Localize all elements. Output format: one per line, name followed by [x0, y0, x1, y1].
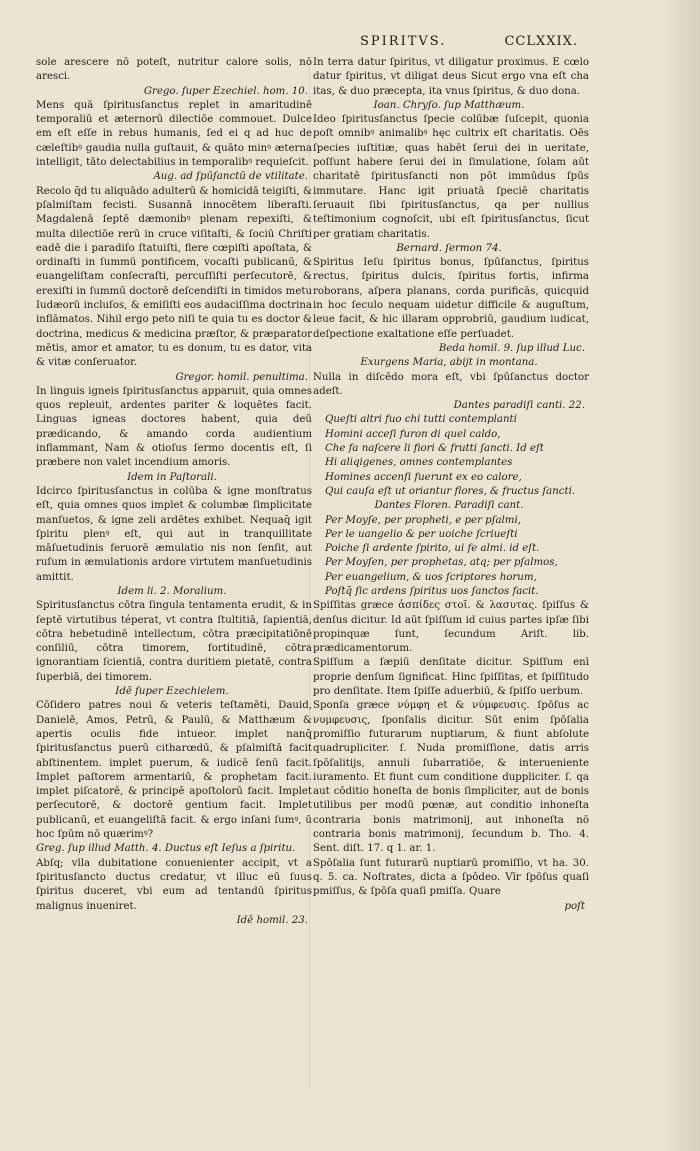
- paragraph: Idcirco ſpiritusſanctus in colūba & igne monſtratus eſt, quia omnes quos implet & columbæ ſimplicitate manſuetos, & igne zeli ardētes exhibet. Nequaq̄ igit ſpiritu plenꝰ eſt, qui aut in tranquillitate māſuetudinis feruorē æmulatio nis non ſenſit, aut ruſum in æmulationis ardore virtutem manſuetudinis amittit.: [36, 485, 312, 583]
- paragraph: Spōſalia ſunt futurarū nuptiarū promiſſio, vt ha. 30. q. 5. ca. Noſtrates, dicta a ſpōdeo. Vīr ſpōſus quaſi pmiſſus, & ſpōſa quaſi pmiſſa. Quare: [313, 857, 589, 898]
- folio-number: CCLXXIX.: [504, 34, 578, 49]
- paragraph: Sponſa græce νύμφη et & νύμφευσις. ſpōſus ac νυμφευσις, ſponſalis dicitur. Sūt enim ſpōſalia promiſſio futurarum nuptiarum, & fiunt abſolute quadrupliciter. ſ. Nuda promiſſione, datis arris ſpōſalitijs, annuli ſubarratiōe, & interueniente iuramento. Et fiunt cum conditione duppliciter. ſ. qa aut cōditio honeſta de bonis ſimpliciter, aut de bonis utilibus per modū pœnæ, aut conditio inhoneſta contraria bonis matrimonij, aut inhoneſta nō contraria bonis matrimonij, ſecundum b. Tho. 4. Sent. diſt. 17. q 1. ar. 1.: [313, 700, 589, 855]
- verse-line: Per euangelium, & uos ſcriptores horum,: [325, 571, 537, 583]
- source-citation: Dantes paradiſi canti. 22.: [453, 400, 585, 412]
- paragraph: Ideo ſpiritusſanctus ſpecie colūbæ ſuſcepit, quonia poſt omnibꝰ animalibꝰ hęc cultrix eſt charitatis. Oēs ſpecies iuſtitiæ, quas habēt ſerui dei in ueritate, poſſunt habere ſerui dei in ſimulatione, ſolam aūt charitatē ſpiritusſancti non pōt immūdus ſpūs immutare. Hanc igit priuatā ſpeciē charitatis ſeruauit ſibi ſpiritusſanctus, qa per nullius teſtimonium cognoſcit, ubi eſt ſpiritusſanctus, ſicut per gratiam charitatis.: [313, 114, 589, 240]
- source-citation: Idē ſuper Ezechielem.: [115, 686, 229, 698]
- paragraph: Nulla in diſcēdo mora eſt, vbi ſpūſanctus doctor adeſt.: [313, 371, 589, 397]
- catchword: poſt: [564, 900, 585, 912]
- page-header: [0, 30, 700, 54]
- verse-line: Queſti altri fuo chi tutti contemplanti: [325, 414, 517, 426]
- verse-line: Homini acceſi furon di quel caldo,: [325, 428, 501, 440]
- paragraph: Spiſſum a ſæpiū denſitate dicitur. Spiſſum enī proprie denſum ſignificat. Hinc ſpiſſitas, et ſpiſſitudo pro denſitate. Item ſpiſſe aduerbiū, & ſpiſſo uerbum.: [313, 657, 589, 698]
- left-column: [36, 56, 312, 928]
- paragraph: Abſq; vlla dubitatione conuenienter accipit, vt a ſpiritusſancto ductus credatur, vt illuc eū ſuus ſpiritus duceret, vbi eum ad tentandū ſpiritus malignus inueniret.: [36, 857, 312, 912]
- source-citation: Ioan. Chryſo. ſup Matthæum.: [373, 99, 525, 111]
- paragraph: In terra datur ſpiritus, vt diligatur proximus. E cœlo datur ſpiritus, vt diligat deus Sicut ergo vna eſt cha itas, & duo præcepta, ita vnus ſpiritus, & duo dona.: [313, 57, 589, 97]
- verse-line: Homines accenſi fuerunt ex eo calore,: [325, 471, 522, 483]
- paragraph: Mens quā ſpiritusſanctus replet in amaritudinē temporaliū et æternorū dilectiōe commouet. Dulce em eſt eſſe in rebus humanis, ſed ei q ad huc de cæleſtibꝰ gaudia nulla guſtauit, & quāto minꝰ æterna intelligit, tāto delectabilius in temporalibꝰ requieſcit.: [36, 99, 312, 169]
- paragraph: In linguis igneis ſpiritusſanctus apparuit, quia omnes quos repleuit, ardentes pariter & loquētes facit. Linguas igneas doctores habent, quia deū prædicando, & amando corda audientium inflammant, Nam & otioſus ſermo docentis eſt, ſi præbere non valet incendium amoris.: [36, 385, 312, 469]
- source-citation: Dantes Floren. Paradiſi cant.: [374, 500, 524, 512]
- source-citation: Bernard. ſermon 74.: [396, 242, 502, 254]
- source-citation: Gregor. homil. penultima.: [175, 371, 308, 383]
- verse-line: Poiche ſi ardente ſpirito, ui fe almi. id eſt.: [325, 543, 540, 555]
- source-citation: Idem in Paſtorali.: [127, 471, 217, 483]
- verse-line: Che fa naſcere li fiori & frutti ſancti. Id eſt: [325, 443, 544, 455]
- verse-line: Poſtq̄ ſic ardens ſpiritus uos ſanctos facit.: [325, 585, 539, 597]
- verse-line: Per Moyſen, per prophetas, atq; per pſalmos,: [325, 557, 558, 569]
- verse-line: Per le uangelio & per uoiche ſcriueſti: [325, 528, 518, 540]
- paragraph: Cōſidero patres noui & veteris teſtamēti, Dauid, Danielē, Amos, Petrū, & Paulū, & Matthæum & apertis oculis fide intueor. implet nanq̄ ſpiritusſanctus puerū citharœdū, & pſalmiſtā facit abſtinentem. implet puerum, & iudicē ſenū facit. Implet paſtorem armentariū, & prophetam facit. implet piſcatorē, & principē apoſtolorū facit. Implet perſecutorē, & doctorē gentium facit. Implet publicanū, et euangeliſtā facit. & ergo inſani ſumꝰ, ū hoc ſpūm nō quærimꝰ?: [36, 700, 312, 841]
- page-edge-shadow: [660, 0, 700, 1151]
- verse-line: Per Moyſe, per propheti, e per pſalmi,: [325, 514, 521, 526]
- right-column: [313, 56, 589, 914]
- source-citation: Greg. ſup illud Matth. 4. Ductus eſt Ieſus a ſpiritu.: [36, 843, 296, 855]
- source-citation: Aug. ad ſpūſanctū de vtilitate.: [153, 171, 308, 183]
- paragraph: Recolo q̄d tu aliquādo adulterū & homicidā teigiſti, & pſalmiſtam fecisti. Susannā innocētem liberaſti. Magdalenā ſeptē dæmonibꝰ plenam repexiſti, & multa dilectiōe rerū in cruce viſitaſti, & ſociū Chriſti eadē die i paradiſo ſtatuiſti, flere cœpiſti apoſtata, & ordinaſti in ſummū pontificem, vocaſti publicanū, & euangeliſtam conſecraſti, percuſſiſti perſecutorē, & erexiſti in ſummū doctorē deſcendiſti in timidos metu Iudæorū incluſos, & emiſiſti eos audaciſſima doctrina inflāmatos. Nihil ergo peto niſi te quia tu es doctor & doctrina, medicus & medicina præſtor, & præparator mētis, amor et amator, tu es donum, tu es dator, vita & vitæ conſeruator.: [36, 185, 312, 369]
- catchword: Idē homil. 23.: [236, 914, 308, 926]
- source-citation: Beda homil. 9. ſup illud Luc.: [438, 342, 585, 354]
- paragraph: sole arescere nō poteſt, nutritur calore solis, nō aresci.: [36, 57, 312, 83]
- verse-line: Hi aliqigenes, omnes contemplantes: [325, 457, 513, 469]
- paragraph: Spiritus Ieſu ſpiritus bonus, ſpūſanctus, ſpiritus rectus, ſpiritus dulcis, ſpiritus fortis, infirma roborans, aſpera planans, corda purificās, quicquid in hoc ſeculo nequam uidetur difficile & auguſtum, leue facit, & hic illaram opprobriū, gaudium iudicat, deſpectione exaltatione eſſe perſuadet.: [313, 257, 589, 340]
- source-citation: Idem li. 2. Moralium.: [117, 585, 227, 597]
- source-citation: Exurgens Maria, abijt in montana.: [360, 357, 538, 369]
- running-head: SPIRITVS.: [360, 34, 447, 49]
- source-citation: Grego. ſuper Ezechiel. hom. 10.: [143, 85, 308, 97]
- paragraph: Spiritusſanctus cōtra ſingula tentamenta erudit, & in ſeptē virtutibus téperat, vt contra ſtultitiā, ſapientiā, cōtra hebetudinē intellectum, cōtra præcipitatiōnē conſiliū, cōtra timorem, fortitudinē, cōtra ignorantiam ſcientiā, contra duritiem pietatē, contra ſuperbiā, dei timorem.: [36, 600, 312, 683]
- verse-line: Qui cauſa eſt ut oriantur flores, & fructus ſancti.: [325, 485, 576, 497]
- paragraph: Spiſſitas græce ἀσπίδες στοῖ. & λασυτας. ſpiſſus & denſus dicitur. Id aūt ſpiſſum id cuius partes ipſæ ſibi propinquæ ſunt, ſecundum Ariſt. lib. prædicamentorum.: [313, 600, 589, 655]
